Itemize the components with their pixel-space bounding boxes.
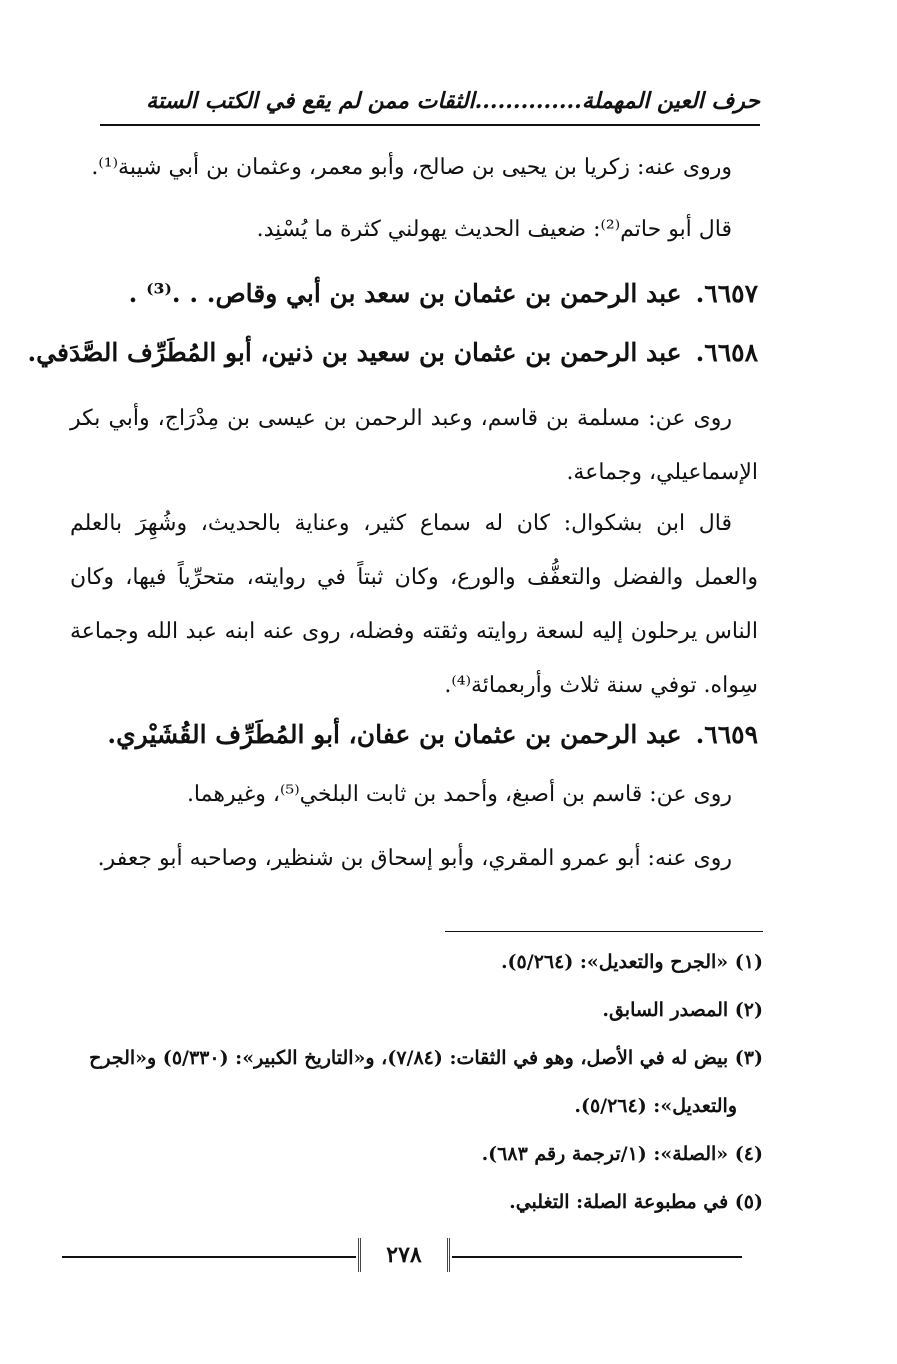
footnote-3	[75, 1034, 763, 1130]
paragraph-narrated-from-2: روى عن: قاسم بن أصبغ، وأحمد بن ثابت البلخي⁽⁵⁾، وغيرهما.	[186, 782, 732, 807]
footnote-4: (٤) «الصلة»: (١/ترجمة رقم ٦٨٣).	[481, 1143, 763, 1165]
footer-rule-right	[452, 1256, 742, 1258]
paragraph-narrators-from: وروى عنه: زكريا بن يحيى بن صالح، وأبو معمر، وعثمان بن أبي شيبة⁽¹⁾.	[91, 155, 732, 180]
entry-name: عبد الرحمن بن عثمان بن عفان، أبو المُطَرِّف القُشَيْري.	[107, 720, 682, 749]
entry-6658	[27, 326, 758, 380]
paragraph-abu-hatim: قال أبو حاتم⁽²⁾: ضعيف الحديث يهولني كثرة ما يُسْنِد.	[256, 217, 732, 242]
paragraph-narrated-from: روى عن: مسلمة بن قاسم، وعبد الرحمن بن عيسى بن مِدْرَاج، وأبي بكر الإسماعيلي، وجماعة.	[70, 406, 758, 485]
footnote-3-line-1: (٣) بيض له في الأصل، وهو في الثقات: (٧/٨٤)، و«التاريخ الكبير»: (٥/٣٣٠) و«الجرح	[89, 1047, 763, 1069]
entry-number: ٦٦٥٧.	[695, 279, 758, 308]
paragraph-narrators-from-2: روى عنه: أبو عمرو المقري، وأبو إسحاق بن شنظير، وصاحبه أبو جعفر.	[97, 846, 732, 871]
entry-name: عبد الرحمن بن عثمان بن سعيد بن ذنين، أبو المُطَرِّف الصَّدَفي.	[27, 338, 682, 367]
entry-number: ٦٦٥٩.	[695, 720, 758, 749]
footnote-divider	[445, 931, 763, 932]
footnote-1: (١) «الجرح والتعديل»: (٥/٢٦٤).	[500, 951, 763, 973]
page-number: ٢٧٨	[386, 1242, 422, 1268]
entry-name: عبد الرحمن بن عثمان بن سعد بن أبي وقاص. . .⁽³⁾ .	[128, 279, 682, 308]
paragraph-ibn-bashkuwal: قال ابن بشكوال: كان له سماع كثير، وعناية بالحديث، وشُهِرَ بالعلم والعمل والفضل والتعفُّف والورع، وكان ثبتاً في روايته، متحرِّياً فيها، وكان الناس يرحلون إليه لسعة روايته وثقته وفضله، روى عنه ابنه عبد الله وجماعة سِواه. توفي سنة ثلاث وأربعمائة⁽⁴⁾.	[70, 511, 758, 698]
footer-rule-left	[62, 1256, 356, 1258]
footnote-5: (٥) في مطبوعة الصلة: التغلبي.	[509, 1191, 763, 1213]
footnote-3-line-2: والتعديل»: (٥/٢٦٤).	[574, 1095, 737, 1117]
header-divider	[100, 124, 760, 126]
footnotes	[75, 938, 763, 1226]
entry-6659	[70, 708, 758, 762]
entry-number: ٦٦٥٨.	[695, 338, 758, 367]
entry-6657	[70, 267, 758, 321]
footnote-2: (٢) المصدر السابق.	[602, 999, 763, 1021]
running-header: حرف العين المهملة..............الثقات ممن لم يقع في الكتب الستة	[146, 88, 760, 114]
